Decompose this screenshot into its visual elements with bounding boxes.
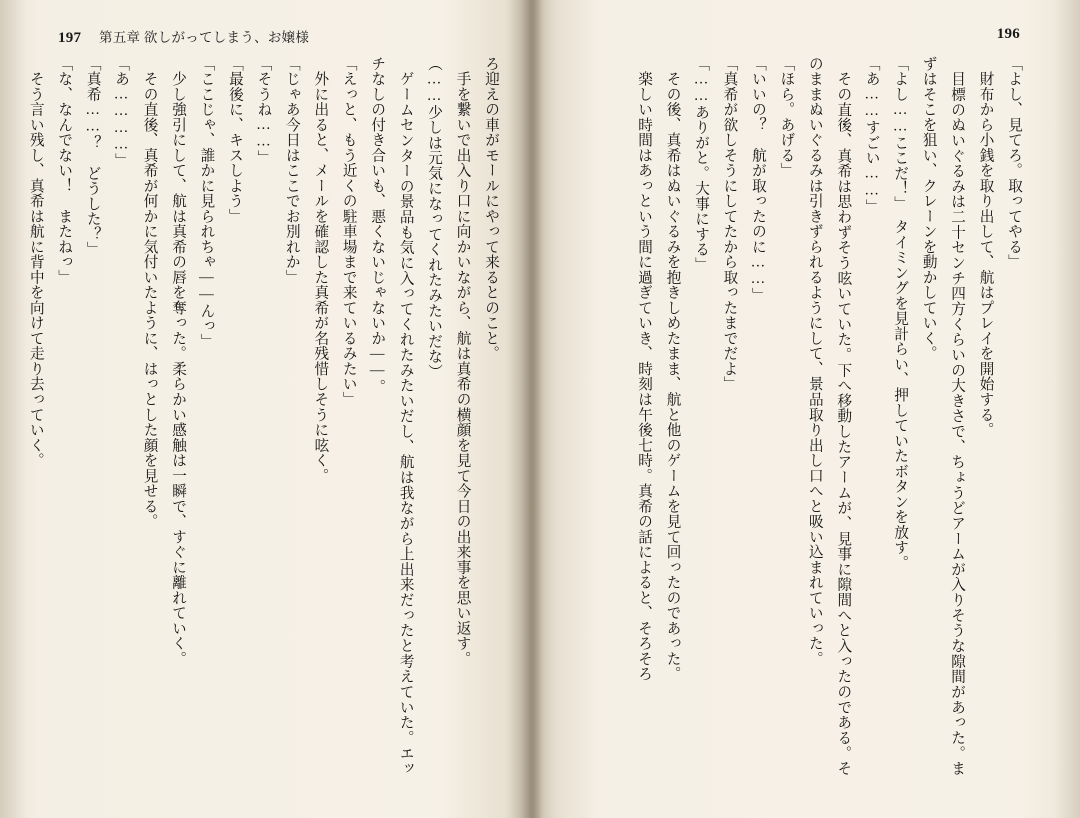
- body-text-right-page: [598, 56, 1028, 776]
- body-line: 「よし、見てろ。取ってやる」: [1006, 56, 1022, 270]
- body-line: 「じゃあ今日はここでお別れか」: [283, 56, 300, 285]
- body-line: 「あ……すごい……」: [863, 56, 880, 215]
- body-line: 「えっと、もう近くの駐車場まで来ているみたい」: [340, 56, 357, 407]
- body-line: そう言い残し、真希は航に背中を向けて走り去っていく。: [27, 56, 44, 468]
- body-line: その後、真希はぬいぐるみを抱きしめたまま、航と他のゲームを見て回ったのであった。: [664, 56, 681, 682]
- body-line: その直後、真希が何かに気付いたように、はっとした顔を見せる。: [141, 56, 158, 529]
- body-line: （……少しは元気になってくれたみたいだな）: [426, 56, 443, 380]
- body-line: 「あ…………」: [113, 56, 130, 169]
- body-line: 「いいの？ 航が取ったのに……」: [749, 56, 766, 303]
- body-line: 「……ありがと。大事にする」: [693, 56, 710, 273]
- running-head-left: [58, 26, 309, 47]
- body-line: 外に出ると、メールを確認した真希が名残惜しそうに呟く。: [312, 56, 329, 484]
- book-gutter-shadow: [505, 0, 557, 818]
- body-text-left-page: [27, 56, 505, 776]
- running-head-right: [997, 26, 1020, 43]
- chapter-title: 第五章 欲しがってしまう、お嬢様: [98, 30, 310, 45]
- body-line: 少し強引にして、航は真希の唇を奪った。柔らかい感触は一瞬で、すぐに離れていく。: [170, 56, 187, 667]
- body-line: 「真希が欲しそうにしてたから取ったまでだよ」: [721, 56, 738, 392]
- body-line: ろ迎えの車がモールにやって来るとのこと。: [483, 56, 499, 362]
- page-number-left: 197: [58, 30, 82, 46]
- body-line: 「ここじゃ、誰かに見られちゃ――んっ」: [198, 56, 215, 349]
- body-line: 「真希……？ どうした？」: [84, 56, 101, 258]
- body-line: 財布から小銭を取り出して、航はプレイを開始する。: [977, 56, 994, 438]
- body-line: 目標のぬいぐるみは二十センチ四方くらいの大きさで、ちょうどアームが入りそうな隙間があった。まずはそこを狙い、クレーンを動かしていく。: [920, 56, 966, 776]
- body-line: 「最後に、キスしよう」: [226, 56, 243, 224]
- body-line: 楽しい時間はあっという間に過ぎていき、時刻は午後七時。真希の話によると、そろそろ: [636, 56, 653, 682]
- body-line: 「よし……ここだ！」 タイミングを見計らい、押していたボタンを放す。: [892, 56, 909, 571]
- body-line: ゲームセンターの景品も気に入ってくれたみたいだし、航は我ながら上出来だったと考えていた。エッチなしの付き合いも、悪くないじゃないか――。: [369, 56, 414, 776]
- body-line: 手を繋いで出入り口に向かいながら、航は真希の横顔を見て今日の出来事を思い返す。: [454, 56, 471, 667]
- body-line: 「な、なんでない！ またねっ」: [56, 56, 73, 285]
- page-number-right: 196: [996, 26, 1020, 42]
- body-line: 「ほら。あげる」: [778, 56, 795, 179]
- body-line: その直後、真希は思わずそう呟いていた。下へ移動したアームが、見事に隙間へと入ったのである。そのままぬいぐるみは引きずられるようにして、景品取り出し口へと吸い込まれていった。: [806, 56, 852, 776]
- body-line: 「そうね……」: [255, 56, 272, 166]
